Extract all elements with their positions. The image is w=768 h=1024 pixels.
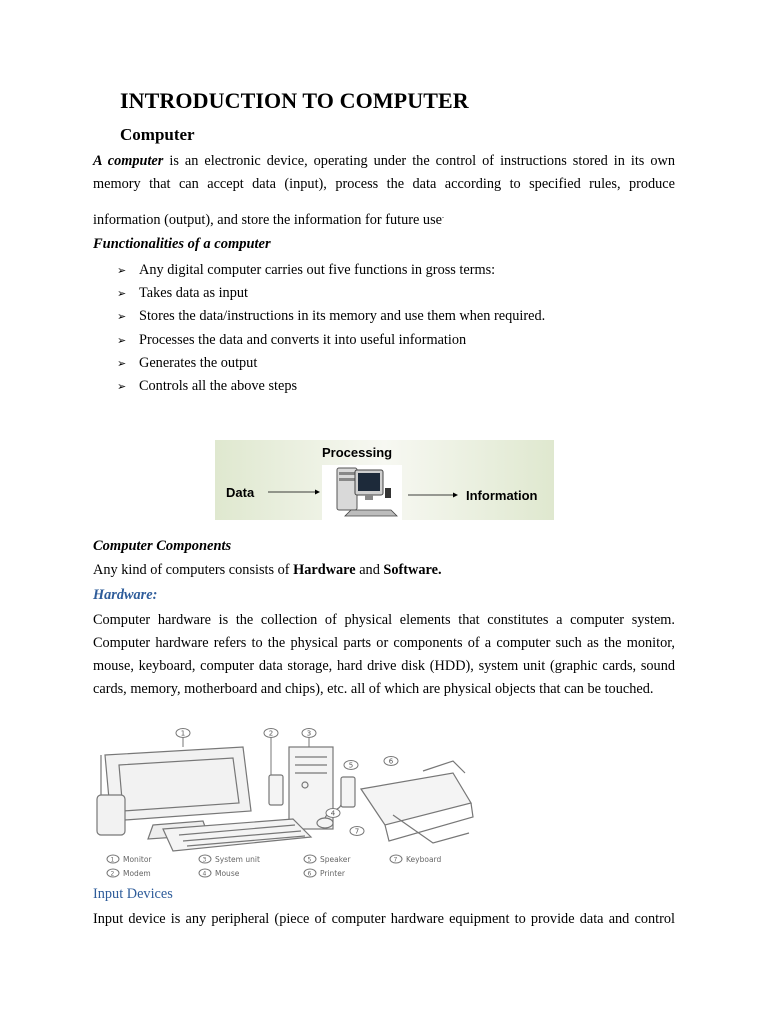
arrow-bullet-icon: ➢ [117,287,127,301]
svg-text:7: 7 [354,827,360,836]
intro-line-3-mark: . [442,211,444,220]
list-item [117,282,545,305]
legend-item [390,855,441,864]
svg-text:6: 6 [388,757,394,766]
arrow-bullet-icon: ➢ [117,310,127,324]
callout-2 [264,729,278,776]
svg-text:Keyboard: Keyboard [406,855,442,864]
legend-item [107,869,151,878]
intro-line-3 [93,204,675,232]
input-devices-heading: Input Devices [93,886,173,902]
hardware-line-4: cards, memory, motherboard and chips), etc. all of which are physical objects that can be touched. [93,681,654,697]
callout-1 [176,729,190,748]
list-item-text: Takes data as input [139,285,248,302]
svg-text:System unit: System unit [215,855,260,864]
list-item [117,305,545,328]
hardware-line-1: Computer hardware is the collection of physical elements that constitutes a computer system. [93,612,675,628]
intro-term: A computer [93,153,164,169]
svg-text:2: 2 [110,870,115,878]
svg-text:6: 6 [307,870,312,878]
input-devices-line-1: Input device is any peripheral (piece of computer hardware equipment to provide data and control [93,911,675,927]
list-item-text: Stores the data/instructions in its memory and use them when required. [139,308,546,325]
svg-text:3: 3 [202,856,207,864]
svg-text:Speaker: Speaker [320,855,351,864]
svg-text:2: 2 [268,729,274,738]
printer-icon [361,761,473,843]
arrow-bullet-icon: ➢ [117,379,127,393]
components-heading: Computer Components [93,538,232,554]
list-item [117,259,545,282]
list-item [117,375,545,398]
intro-line-1 [93,150,675,173]
intro-line-1-text: is an electronic device, operating under the control of instructions stored in its own [163,153,675,169]
functionalities-list [117,259,545,398]
hardware-heading: Hardware: [93,587,158,603]
hardware-components-illustration [93,725,478,885]
svg-text:5: 5 [307,856,312,864]
list-item [117,329,545,352]
list-item-text: Any digital computer carries out five functions in gross terms: [139,262,496,278]
svg-text:4: 4 [330,809,336,818]
hardware-line-2: Computer hardware refers to the physical parts or components of a computer such as the monitor, [93,635,675,651]
svg-text:5: 5 [348,761,354,770]
intro-line-3-text: information (output), and store the information for future use [93,211,442,228]
components-text [93,562,442,579]
svg-text:3: 3 [306,729,312,738]
legend-item [304,855,351,864]
hardware-legend [107,855,441,878]
callout-6 [384,757,398,766]
hardware-word: Hardware [293,562,356,578]
callout-7 [350,827,364,836]
legend-item [199,869,240,878]
data-label: Data [226,485,255,500]
svg-text:4: 4 [202,870,207,878]
callout-3 [302,729,316,748]
list-item-text: Processes the data and converts it into useful information [139,331,467,348]
list-item [117,352,545,375]
page-title: INTRODUCTION TO COMPUTER [120,88,469,113]
svg-text:Printer: Printer [320,869,345,878]
svg-text:Mouse: Mouse [215,869,240,878]
svg-text:7: 7 [393,856,398,864]
software-word: Software. [383,562,442,578]
information-label: Information [466,488,538,503]
section-title-computer: Computer [120,125,195,144]
arrow-bullet-icon: ➢ [117,264,127,277]
arrow-bullet-icon: ➢ [117,333,127,347]
list-item-text: Generates the output [139,354,258,371]
legend-item [107,855,152,864]
intro-line-2: memory that can accept data (input), process the data according to specified rules, produce [93,176,675,192]
processing-label: Processing [322,445,393,460]
computer-icon [322,465,402,520]
svg-text:1: 1 [180,729,186,738]
data-processing-diagram [215,440,554,520]
callout-4 [326,809,340,818]
legend-item [199,855,260,864]
components-text-pre: Any kind of computers consists of [93,562,294,578]
svg-text:Modem: Modem [123,869,151,878]
functionalities-heading: Functionalities of a computer [93,236,271,252]
svg-text:1: 1 [110,856,115,864]
legend-item [304,869,346,878]
svg-text:Monitor: Monitor [123,855,152,864]
list-item-text: Controls all the above steps [139,377,298,394]
arrow-bullet-icon: ➢ [117,356,127,370]
components-text-and: and [355,562,384,578]
callout-5 [344,761,358,770]
modem-icon [97,795,125,835]
hardware-line-3: mouse, keyboard, computer data storage, hard drive disk (HDD), system unit (graphic cards, sound [93,658,675,674]
